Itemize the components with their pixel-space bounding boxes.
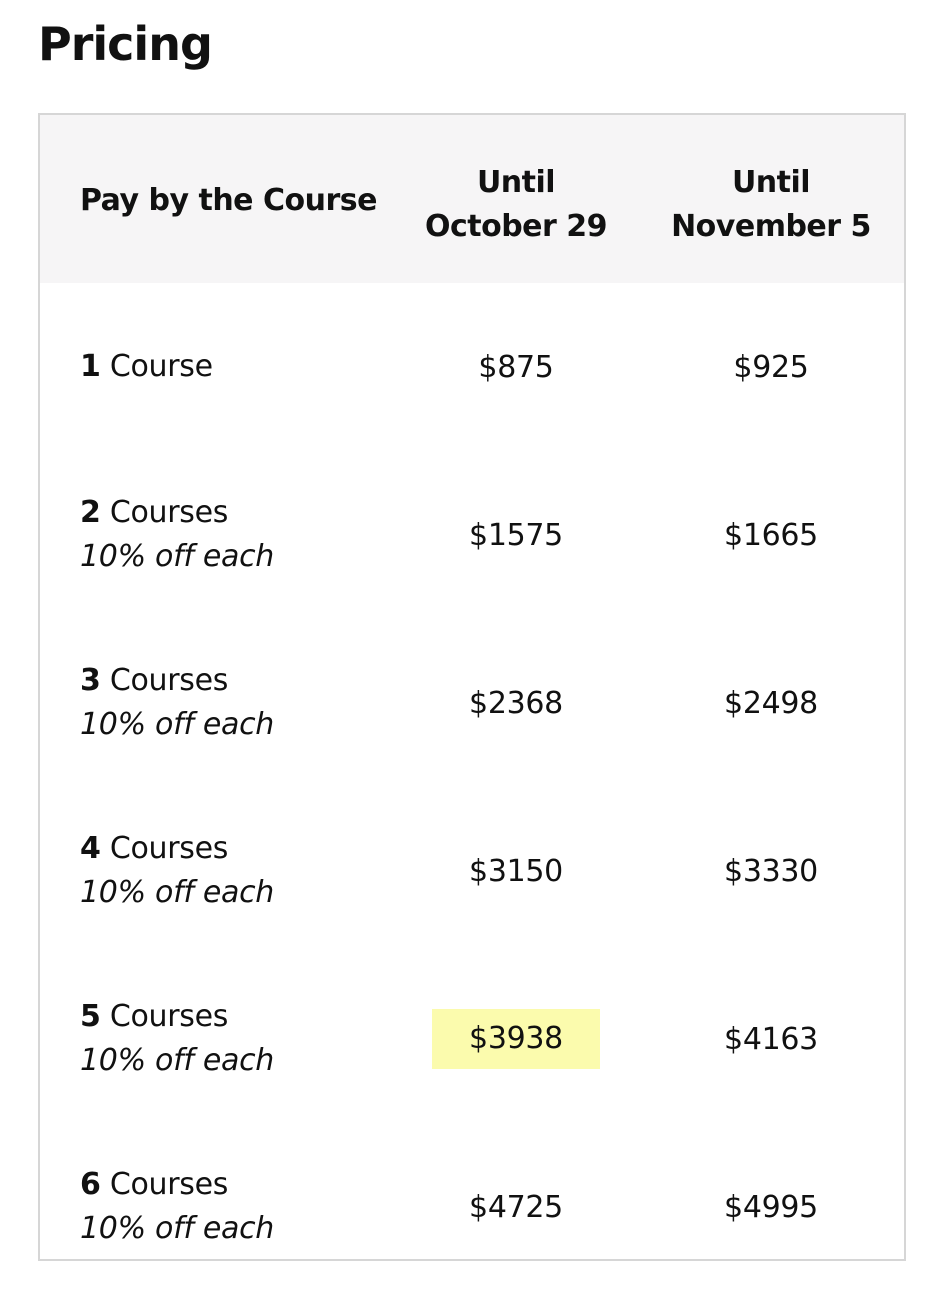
price-october <box>396 619 636 787</box>
row-count: 6 <box>80 1167 101 1202</box>
row-count: 2 <box>80 495 101 530</box>
pricing-table <box>38 113 906 1261</box>
header-label: Pay by the Course <box>80 183 377 218</box>
row-count: 3 <box>80 663 101 698</box>
row-unit: Course <box>100 349 213 384</box>
row-count: 5 <box>80 999 101 1034</box>
row-label <box>80 283 400 451</box>
table-header <box>40 115 904 283</box>
price-november <box>651 787 891 955</box>
price-value: $3150 <box>469 853 563 889</box>
header-column-november <box>651 161 891 249</box>
price-value: $1575 <box>469 517 563 553</box>
header-column-november-line1: Until <box>731 165 811 200</box>
price-october <box>396 283 636 451</box>
row-count: 4 <box>80 831 101 866</box>
price-november <box>651 283 891 451</box>
price-october-highlighted <box>396 955 636 1123</box>
price-value: $925 <box>733 349 809 385</box>
row-title <box>80 827 400 871</box>
price-november <box>651 619 891 787</box>
price-november <box>651 451 891 619</box>
price-value: $875 <box>478 349 554 385</box>
row-count: 1 <box>80 349 101 384</box>
row-title <box>80 659 400 703</box>
row-unit: Courses <box>100 663 229 698</box>
table-row <box>40 283 904 451</box>
header-column-october <box>396 161 636 249</box>
row-label <box>80 787 400 955</box>
table-row <box>40 451 904 619</box>
price-october <box>396 451 636 619</box>
row-title <box>80 345 400 389</box>
row-discount: 10% off each <box>80 1211 274 1246</box>
price-october <box>396 1123 636 1291</box>
price-value: $2368 <box>469 685 563 721</box>
row-label <box>80 1123 400 1291</box>
table-row <box>40 1123 904 1291</box>
price-value: $4725 <box>469 1189 563 1225</box>
row-label <box>80 955 400 1123</box>
header-column-october-line2: October 29 <box>424 209 608 244</box>
row-title <box>80 995 400 1039</box>
row-unit: Courses <box>100 495 229 530</box>
header-column-october-line1: Until <box>476 165 556 200</box>
price-value: $3938 <box>432 1009 600 1069</box>
row-title <box>80 491 400 535</box>
row-unit: Courses <box>100 831 229 866</box>
row-label <box>80 451 400 619</box>
row-title <box>80 1163 400 1207</box>
price-november <box>651 1123 891 1291</box>
price-value: $2498 <box>724 685 818 721</box>
table-row <box>40 619 904 787</box>
row-unit: Courses <box>100 1167 229 1202</box>
page-title: Pricing <box>38 17 212 71</box>
row-discount: 10% off each <box>80 1043 274 1078</box>
row-discount: 10% off each <box>80 539 274 574</box>
price-october <box>396 787 636 955</box>
price-value: $1665 <box>724 517 818 553</box>
row-unit: Courses <box>100 999 229 1034</box>
price-value: $3330 <box>724 853 818 889</box>
row-discount: 10% off each <box>80 707 274 742</box>
price-value: $4163 <box>724 1021 818 1057</box>
price-november <box>651 955 891 1123</box>
row-label <box>80 619 400 787</box>
row-discount: 10% off each <box>80 875 274 910</box>
table-row <box>40 787 904 955</box>
table-row <box>40 955 904 1123</box>
price-value: $4995 <box>724 1189 818 1225</box>
header-column-november-line2: November 5 <box>671 209 871 244</box>
